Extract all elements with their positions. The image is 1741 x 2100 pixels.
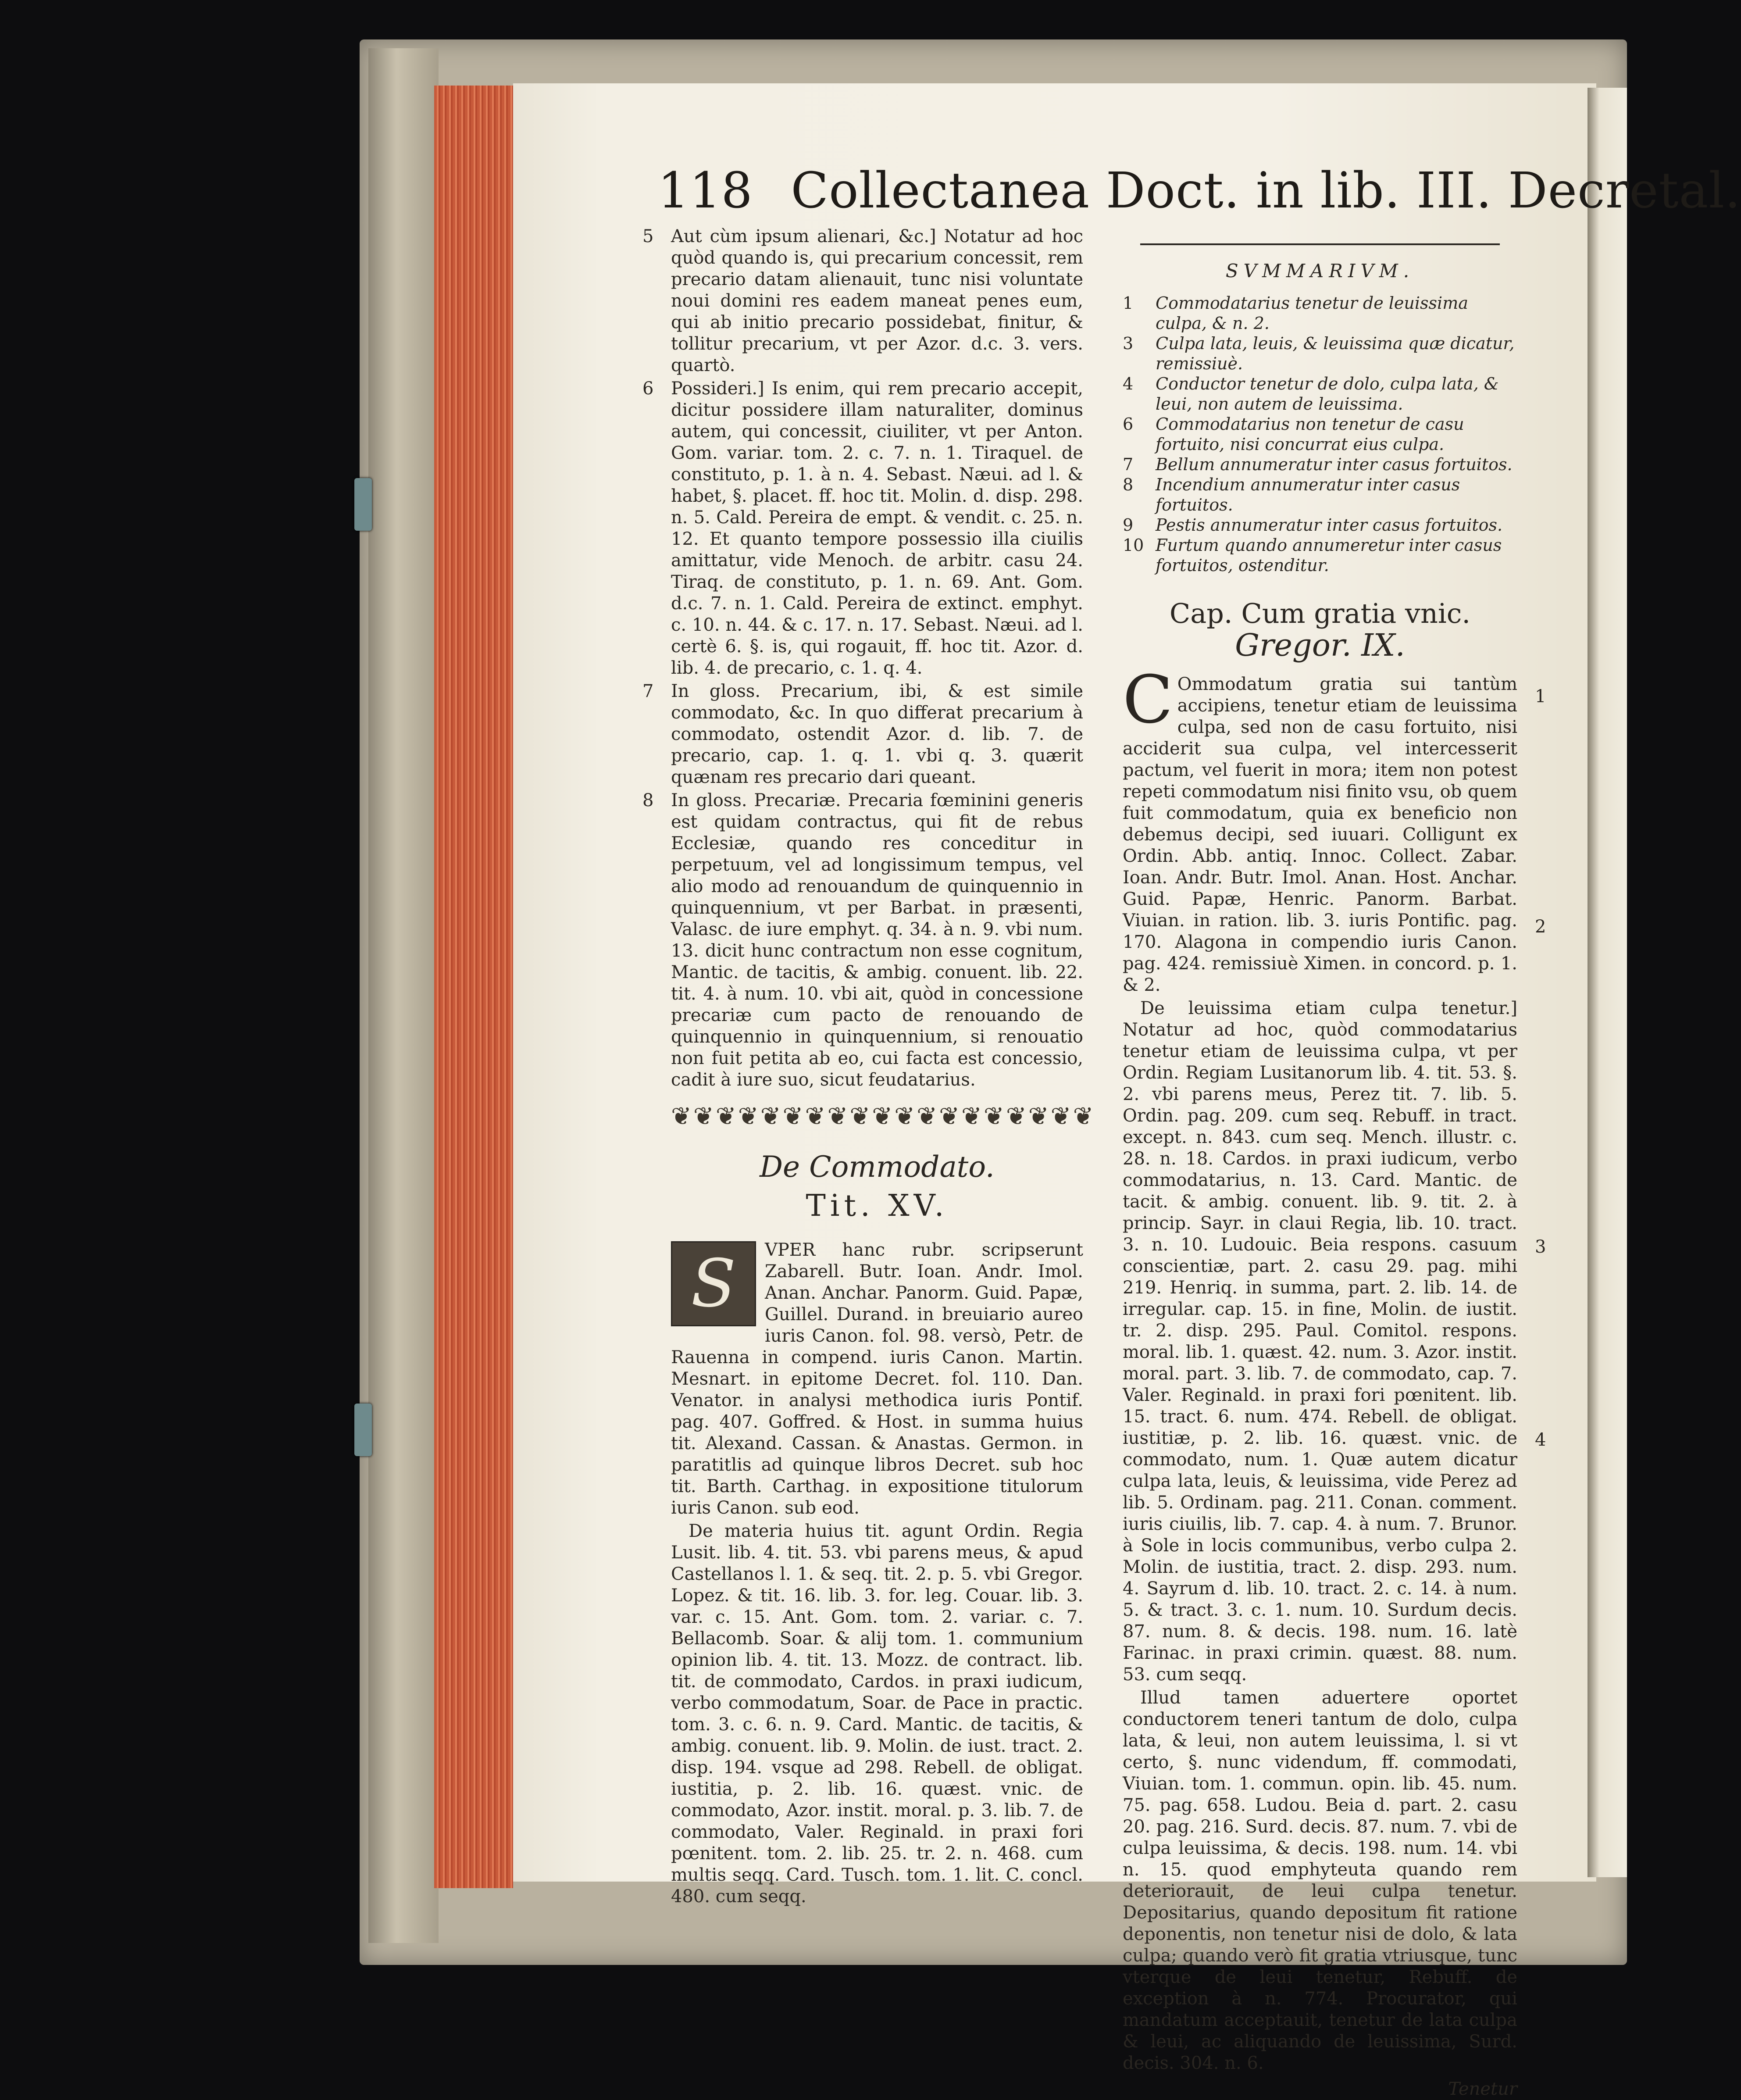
summary-item	[1123, 414, 1517, 454]
summary-text: Incendium annumeratur inter casus fortuitos.	[1156, 475, 1460, 514]
right-margin-number: 3	[1535, 1237, 1546, 1257]
red-page-edges	[434, 86, 513, 1888]
catchword: Tenetur	[1448, 2079, 1517, 2099]
summary-text: Culpa lata, leuis, & leuissima quæ dicatur, remissiuè.	[1156, 334, 1515, 373]
summary-list	[1123, 293, 1517, 575]
chapter-body-3: Illud tamen aduertere oportet conductorem teneri tantum de dolo, culpa lata, & leui, non autem leuissima, l. si vt certo, §. nunc videndum, ff. commodati, Viuian. tom. 1. commun. opin. lib. 45. num. 75. pag. 658. Ludou. Beia d. part. 2. casu 20. pag. 216. Surd. decis. 87. num. 7. vbi de culpa leuissima, & decis. 198. num. 14. vbi n. 15. quod emphyteuta quando rem deteriorauit, de leui culpa tenetur. Depositarius, quando depositum fit ratione deponentis, non tenetur nisi de dolo, & lata culpa; quando verò fit gratia vtriusque, tunc vterque de leui tenetur, Rebuff. de exception à n. 774. Procurator, qui mandatum acceptauit, tenetur de lata culpa & leui, ac aliquando de leuissima, Surd. decis. 304. n. 6.	[1123, 1688, 1517, 2073]
summary-text: Commodatarius tenetur de leuissima culpa, & n. 2.	[1156, 293, 1468, 333]
summary-num: 9	[1123, 515, 1134, 535]
note-5	[642, 226, 1083, 376]
summary-item	[1123, 475, 1517, 515]
note-text: Possideri.] Is enim, qui rem precario accepit, dicitur possidere illam naturaliter, dominus autem, qui concessit, ciuiliter, vt per Anton. Gom. variar. tom. 2. c. 7. n. 1. Tiraquel. de constituto, p. 1. à n. 4. Sebast. Næui. ad l. & habet, §. placet. ff. hoc tit. Molin. d. disp. 298. n. 5. Cald. Pereira de empt. & vendit. c. 25. n. 12. Et quanto tempore possessio illa ciuilis amittatur, vide Menoch. de arbitr. casu 24. Tiraq. de constituto, p. 1. n. 69. Ant. Gom. d.c. 7. n. 1. Cald. Pereira de extinct. emphyt. c. 10. n. 44. & c. 17. n. 17. Sebast. Næui. ad l. certè 6. §. is, qui rogauit, ff. hoc tit. Azor. d. lib. 4. de precario, c. 1. q. 4.	[671, 379, 1083, 678]
summary-item	[1123, 535, 1517, 575]
summary-item	[1123, 515, 1517, 535]
page-header	[658, 162, 1741, 219]
margin-number: 8	[642, 790, 654, 811]
clasp-hinge-top	[354, 478, 372, 531]
chapter-title: Cap. Cum gratia vnic.	[1169, 597, 1471, 629]
running-title: Collectanea Doct. in lib. III. Decretal.	[791, 162, 1741, 219]
summary-num: 4	[1123, 374, 1134, 393]
woodcut-initial-icon: S	[671, 1241, 756, 1326]
summary-item	[1123, 374, 1517, 414]
summary-text: Furtum quando annumeretur inter casus fortuitos, ostenditur.	[1156, 536, 1502, 575]
note-8	[642, 790, 1083, 1091]
note-7	[642, 681, 1083, 788]
summary-text: Conductor tenetur de dolo, culpa lata, & leui, non autem de leuissima.	[1156, 374, 1499, 414]
summary-item	[1123, 293, 1517, 333]
summary-text: Commodatarius non tenetur de casu fortuito, nisi concurrat eius culpa.	[1156, 414, 1464, 454]
drop-cap: C	[1123, 662, 1173, 738]
intro-text: VPER hanc rubr. scripserunt Zabarell. Butr. Ioan. Andr. Imol. Anan. Anchar. Panorm. Guid. Papæ, Guillel. Durand. in breuiario aureo iuris Canon. fol. 98. versò, Petr. de Rauenna in compend. iuris Canon. Martin. Mesnart. in epitome Decret. fol. 110. Dan. Venator. in analysi methodica iuris Pontif. pag. 407. Goffred. & Host. in summa huius tit. Alexand. Cassan. & Anastas. Germon. in paratitlis ad quinque libros Decret. sub hoc tit. Barth. Carthag. in expositione titulorum iuris Canon. sub eod.	[671, 1240, 1083, 1518]
title-number: Tit. XV.	[806, 1189, 949, 1223]
right-margin-number: 2	[1535, 917, 1546, 937]
materia-paragraph: De materia huius tit. agunt Ordin. Regia Lusit. lib. 4. tit. 53. vbi parens meus, & apud Castellanos l. 1. & seq. tit. 2. p. 5. vbi Gregor. Lopez. & tit. 16. lib. 3. for. leg. Couar. lib. 3. var. c. 15. Ant. Gom. tom. 2. variar. c. 7. Bellacomb. Soar. & alij tom. 1. communium opinion lib. 4. tit. 13. Mozz. de contract. lib. tit. de commodato, Cardos. in praxi iudicum, verbo commodatum, Soar. de Pace in practic. tom. 3. c. 6. n. 9. Card. Mantic. de tacitis, & ambig. conuent. lib. 9. Molin. de iust. tract. 2. disp. 194. vsque ad 298. Rebell. de obligat. iustitia, p. 2. lib. 16. quæst. vnic. de commodato, Azor. instit. moral. p. 3. lib. 7. de commodato, Valer. Reginald. in praxi fori pœnitent. tom. 2. lib. 25. tr. 2. n. 468. cum multis seqq. Card. Tusch. tom. 1. lit. C. concl. 480. cum seqq.	[671, 1521, 1083, 1907]
cover-edge	[368, 48, 439, 1943]
page-number: 118	[658, 162, 753, 219]
summary-item	[1123, 333, 1517, 374]
margin-number: 5	[642, 226, 654, 246]
chapter-author: Gregor. IX.	[1235, 627, 1405, 663]
summary-num: 10	[1123, 536, 1144, 555]
left-column	[642, 226, 1095, 1909]
note-text: Aut cùm ipsum alienari, &c.] Notatur ad hoc quòd quando is, qui precarium concessit, rem precario datam alienauit, tunc nisi voluntate noui domini res eadem maneat penes eum, qui ab initio precario possidebat, finitur, & tollitur precarium, vt per Azor. d.c. 3. vers. quartò.	[671, 226, 1083, 375]
intro-paragraph	[671, 1239, 1083, 1519]
right-column	[1123, 243, 1517, 2100]
clasp-hinge-bottom	[354, 1404, 372, 1456]
chapter-body-1	[1123, 662, 1517, 996]
note-text: In gloss. Precariæ. Precaria fœminini generis est quidam contractus, qui fit de rebus Ecclesiæ, quando res conceditur in perpetuum, vel ad longissimum tempus, vel alio modo ad renouandum de quinquennio in quinquennium, vt per Barbat. in præsenti, Valasc. de iure emphyt. q. 34. à n. 9. vbi num. 13. dicit hunc contractum non esse cognitum, Mantic. de tacitis, & ambig. conuent. lib. 22. tit. 4. à num. 10. vbi ait, quòd in concessione precariæ cum pacto de renouando de quinquennio in quinquennium, si renouatio non fuit petita ab eo, cui facta est concessio, cadit à iure suo, sicut feudatarius.	[671, 790, 1083, 1090]
section-title: De Commodato.	[760, 1150, 995, 1184]
ornament-band: ❦❦❦❦❦❦❦❦❦❦❦❦❦❦❦❦❦❦❦	[671, 1102, 1095, 1131]
chapter-body-2: De leuissima etiam culpa tenetur.] Notatur ad hoc, quòd commodatarius tenetur etiam de leuissima culpa, vt per Ordin. Regiam Lusitanorum lib. 4. tit. 53. §. 2. vbi parens meus, Perez tit. 7. lib. 5. Ordin. pag. 209. cum seq. Rebuff. in tract. except. n. 843. cum seq. Mench. illustr. c. 28. n. 18. Cardos. in praxi iudicum, verbo commodatarius, n. 13. Card. Mantic. de tacit. & ambig. conuent. lib. 9. tit. 2. à princip. Sayr. in claui Regia, lib. 10. tract. 3. n. 10. Ludouic. Beia respons. casuum conscientiæ, part. 2. casu 29. pag. mihi 219. Henriq. in summa, part. 2. lib. 14. de irregular. cap. 15. in fine, Molin. de iustit. tr. 2. disp. 295. Paul. Comitol. respons. moral. lib. 1. quæst. 42. num. 3. Azor. instit. moral. part. 3. lib. 7. de commodato, cap. 7. Valer. Reginald. in praxi fori pœnitent. lib. 15. tract. 6. num. 474. Rebell. de obligat. iustitiæ, p. 2. lib. 16. quæst. vnic. de commodato, num. 1. Quæ autem dicatur culpa lata, leuis, & leuissima, vide Perez ad lib. 5. Ordinam. pag. 211. Conan. comment. iuris ciuilis, lib. 7. cap. 4. à num. 7. Brunor. à Sole in locis communibus, verbo culpa 2. Molin. de iustitia, tract. 2. disp. 293. num. 4. Sayrum d. lib. 10. tract. 2. c. 14. à num. 5. & tract. 3. c. 1. num. 10. Surdum decis. 87. num. 8. & decis. 198. num. 16. latè Farinac. in praxi crimin. quæst. 88. num. 53. cum seqq.	[1123, 998, 1517, 1685]
summary-text: Bellum annumeratur inter casus fortuitos.	[1156, 455, 1513, 474]
summary-text: Pestis annumeratur inter casus fortuitos.	[1156, 515, 1503, 535]
note-text: In gloss. Precarium, ibi, & est simile commodato, &c. In quo differat precarium à commodato, ostendit Azor. d. lib. 7. de precario, cap. 1. q. 1. vbi q. 3. quærit quænam res precario dari queant.	[671, 681, 1083, 787]
margin-number: 7	[642, 681, 654, 701]
facing-page-edge	[1588, 88, 1627, 1877]
summary-num: 1	[1123, 293, 1134, 313]
margin-number: 6	[642, 379, 654, 399]
summary-num: 6	[1123, 414, 1134, 434]
summary-num: 3	[1123, 334, 1134, 353]
top-rule	[1140, 243, 1500, 245]
summary-num: 7	[1123, 455, 1134, 474]
summary-item	[1123, 454, 1517, 475]
summary-title: SVMMARIVM.	[1225, 260, 1415, 282]
right-margin-number: 1	[1535, 686, 1546, 707]
summary-num: 8	[1123, 475, 1134, 494]
note-6	[642, 378, 1083, 679]
body-text: Ommodatum gratia sui tantùm accipiens, tenetur etiam de leuissima culpa, sed non de casu fortuito, nisi acciderit sua culpa, vel intercesserit pactum, vel fuerit in mora; item non potest repeti commodatum nisi finito vsu, ob quem fuit commodatum, quia ex beneficio non debemus decipi, sed iuuari. Colligunt ex Ordin. Abb. antiq. Innoc. Collect. Zabar. Ioan. Andr. Butr. Imol. Anan. Host. Anchar. Guid. Papæ, Henric. Panorm. Barbat. Viuian. in ration. lib. 3. iuris Pontific. pag. 170. Alagona in compendio iuris Canon. pag. 424. remissiuè Ximen. in concord. p. 1. & 2.	[1123, 674, 1517, 995]
right-margin-number: 4	[1535, 1430, 1546, 1450]
